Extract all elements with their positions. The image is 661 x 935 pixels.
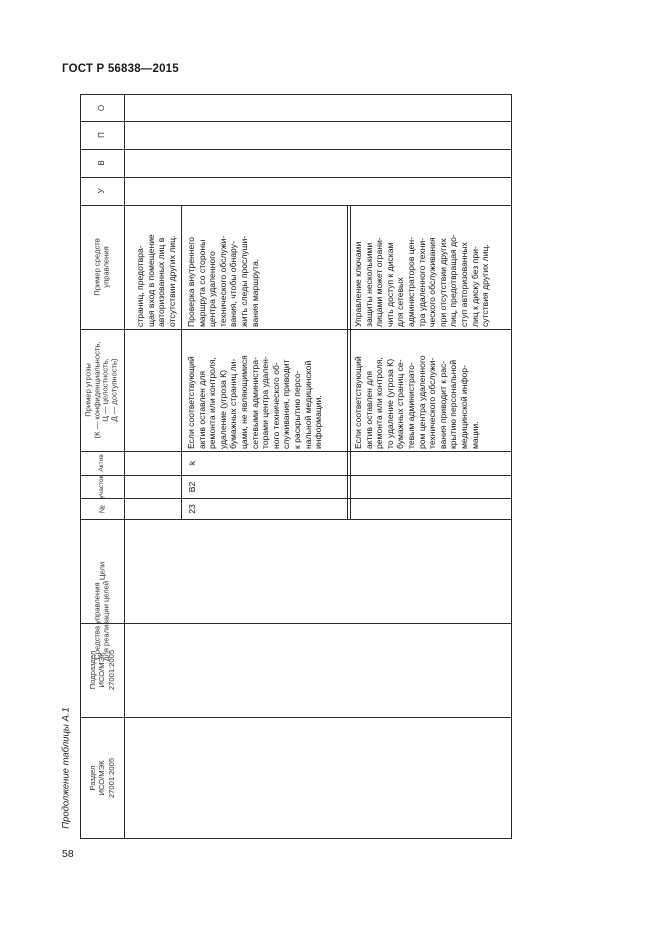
header-col-p bbox=[80, 121, 124, 149]
text-line: ного технического об- bbox=[270, 362, 281, 449]
text-line: ступ авторизованных bbox=[458, 242, 469, 327]
header-line: (К — конфиденциальность, bbox=[92, 341, 102, 439]
header-line: 27001:2005 bbox=[106, 649, 116, 691]
header-line: Средства управления bbox=[92, 581, 102, 660]
col-line bbox=[80, 623, 512, 624]
header-line: У bbox=[97, 188, 106, 194]
header-line: № bbox=[97, 504, 107, 513]
text-line: сетевыми администра- bbox=[249, 357, 260, 449]
text-line: сутствия других лиц. bbox=[480, 244, 491, 327]
row-area bbox=[182, 475, 202, 498]
text-line: нальной медицинской bbox=[302, 360, 313, 449]
header-line: Актив bbox=[97, 454, 105, 472]
header-number bbox=[80, 498, 124, 519]
text-line: ческого обслуживания bbox=[427, 237, 438, 327]
col-line bbox=[80, 329, 512, 330]
header-line: для реализации целей bbox=[102, 580, 111, 661]
table-border-bottom bbox=[80, 838, 512, 839]
header-line: 27001:2005 bbox=[106, 757, 116, 798]
header-line: ИСО/МЭК bbox=[97, 760, 107, 795]
header-line: Пример средств bbox=[92, 238, 102, 296]
col-line bbox=[80, 149, 512, 150]
text-line: Если соответствующий bbox=[186, 356, 196, 449]
col-line bbox=[80, 498, 512, 499]
col-line bbox=[80, 475, 512, 476]
row-line bbox=[347, 205, 348, 519]
text-line: бумажных страниц ли- bbox=[228, 358, 239, 449]
text-line: защиты несколькими bbox=[363, 242, 374, 327]
text-line: страниц, предотвра- bbox=[135, 245, 145, 327]
text-line: бумажных страниц се- bbox=[395, 359, 406, 449]
header-line: Цели bbox=[97, 561, 107, 581]
header-line: П bbox=[97, 132, 106, 138]
text-line: к раскрытию персо- bbox=[291, 370, 302, 449]
text-line: маршрута со стороны bbox=[196, 239, 207, 327]
col-line bbox=[80, 177, 512, 178]
header-line: Раздел bbox=[87, 764, 97, 791]
text-line: ром центра удаленного bbox=[416, 355, 427, 449]
text-line: информации. bbox=[313, 395, 324, 449]
header-asset bbox=[80, 451, 124, 475]
continuation-text bbox=[135, 234, 177, 327]
col-line bbox=[80, 717, 512, 718]
header-area bbox=[80, 475, 124, 498]
table-border-top bbox=[80, 94, 512, 95]
text-line: лиц, предотвращая до- bbox=[448, 234, 459, 327]
threat-example-2 bbox=[353, 355, 480, 449]
text-line: вания приводит к рас- bbox=[437, 360, 448, 449]
header-section bbox=[80, 717, 124, 838]
header-line: В bbox=[97, 160, 106, 166]
header-threat-example bbox=[80, 329, 124, 451]
header-line: О bbox=[97, 104, 106, 111]
header-line: управления bbox=[102, 246, 111, 288]
text-line: для сетевых bbox=[395, 277, 406, 327]
header-control-example bbox=[80, 205, 124, 329]
header-line: Подраздел bbox=[87, 650, 97, 690]
text-line: жить следы прослуши- bbox=[238, 235, 249, 327]
table-caption: Продолжение таблицы А.1 bbox=[60, 706, 72, 829]
row-area-text: B2 bbox=[187, 481, 197, 492]
col-line bbox=[80, 121, 512, 122]
text-line: Управление ключами bbox=[353, 241, 363, 327]
text-line: актив оставлен для bbox=[196, 371, 207, 449]
text-line: авторизованных лиц в bbox=[156, 237, 167, 327]
document-id: ГОСТ Р 56838—2015 bbox=[62, 63, 179, 75]
row-asset bbox=[182, 451, 202, 475]
text-line: то удаление (угроза К) bbox=[384, 358, 395, 449]
text-line: щая вход в помещение bbox=[145, 234, 156, 327]
text-line: технического обслужи- bbox=[217, 235, 228, 327]
header-line: Ц — целостность, bbox=[101, 358, 110, 422]
row-number bbox=[182, 498, 202, 519]
control-example-2 bbox=[353, 234, 491, 327]
text-line: центра удаленного bbox=[207, 251, 218, 327]
text-line: лиц к диску без при- bbox=[469, 246, 480, 327]
text-line: торами центра удален- bbox=[260, 356, 271, 449]
text-line: тра удаленного техни- bbox=[416, 237, 427, 327]
text-line: тевым администрато- bbox=[405, 362, 416, 449]
col-line bbox=[80, 451, 512, 452]
row-asset-text: k bbox=[187, 460, 197, 466]
text-line: вания, чтобы обнару- bbox=[228, 241, 239, 327]
header-line: Пример угрозы bbox=[83, 363, 93, 417]
text-line: служивания, приводит bbox=[281, 359, 292, 449]
text-line: технического обслужи- bbox=[427, 357, 438, 449]
text-line: при отсутствии других bbox=[437, 238, 448, 327]
text-line: Проверка внутреннего bbox=[186, 237, 196, 327]
text-line: медицинской инфор- bbox=[458, 365, 469, 449]
header-col-u bbox=[80, 177, 124, 205]
text-line: ремонта или контроля, bbox=[207, 357, 218, 449]
control-example-1 bbox=[186, 236, 260, 327]
header-line: Д — доступность) bbox=[109, 358, 119, 422]
text-line: мации. bbox=[469, 421, 480, 449]
text-line: цами, не являющимися bbox=[238, 355, 249, 449]
header-col-o bbox=[80, 94, 124, 121]
text-line: ремонта или контроля, bbox=[374, 357, 385, 449]
page-number: 58 bbox=[62, 848, 74, 860]
row-number-text: 23 bbox=[187, 503, 197, 514]
threat-example-1 bbox=[186, 355, 324, 449]
text-line: актив оставлен для bbox=[363, 371, 374, 449]
header-line: ИСО/МЭК bbox=[97, 652, 107, 688]
text-line: крытию персональной bbox=[448, 359, 459, 449]
text-line: вания маршрута. bbox=[249, 258, 260, 327]
text-line: администраторов цен- bbox=[405, 237, 416, 327]
header-line: участок bbox=[97, 475, 105, 498]
text-line: Если соответствующий bbox=[353, 356, 363, 449]
text-line: удаление (угроза К) bbox=[217, 369, 228, 449]
text-line: чить доступ к дискам bbox=[384, 242, 395, 327]
text-line: лицами может ограни- bbox=[374, 237, 385, 327]
text-line: отсутствии других лиц. bbox=[166, 235, 177, 327]
col-line bbox=[80, 205, 512, 206]
header-col-v bbox=[80, 149, 124, 177]
row-line bbox=[350, 205, 351, 519]
col-line bbox=[80, 519, 512, 520]
